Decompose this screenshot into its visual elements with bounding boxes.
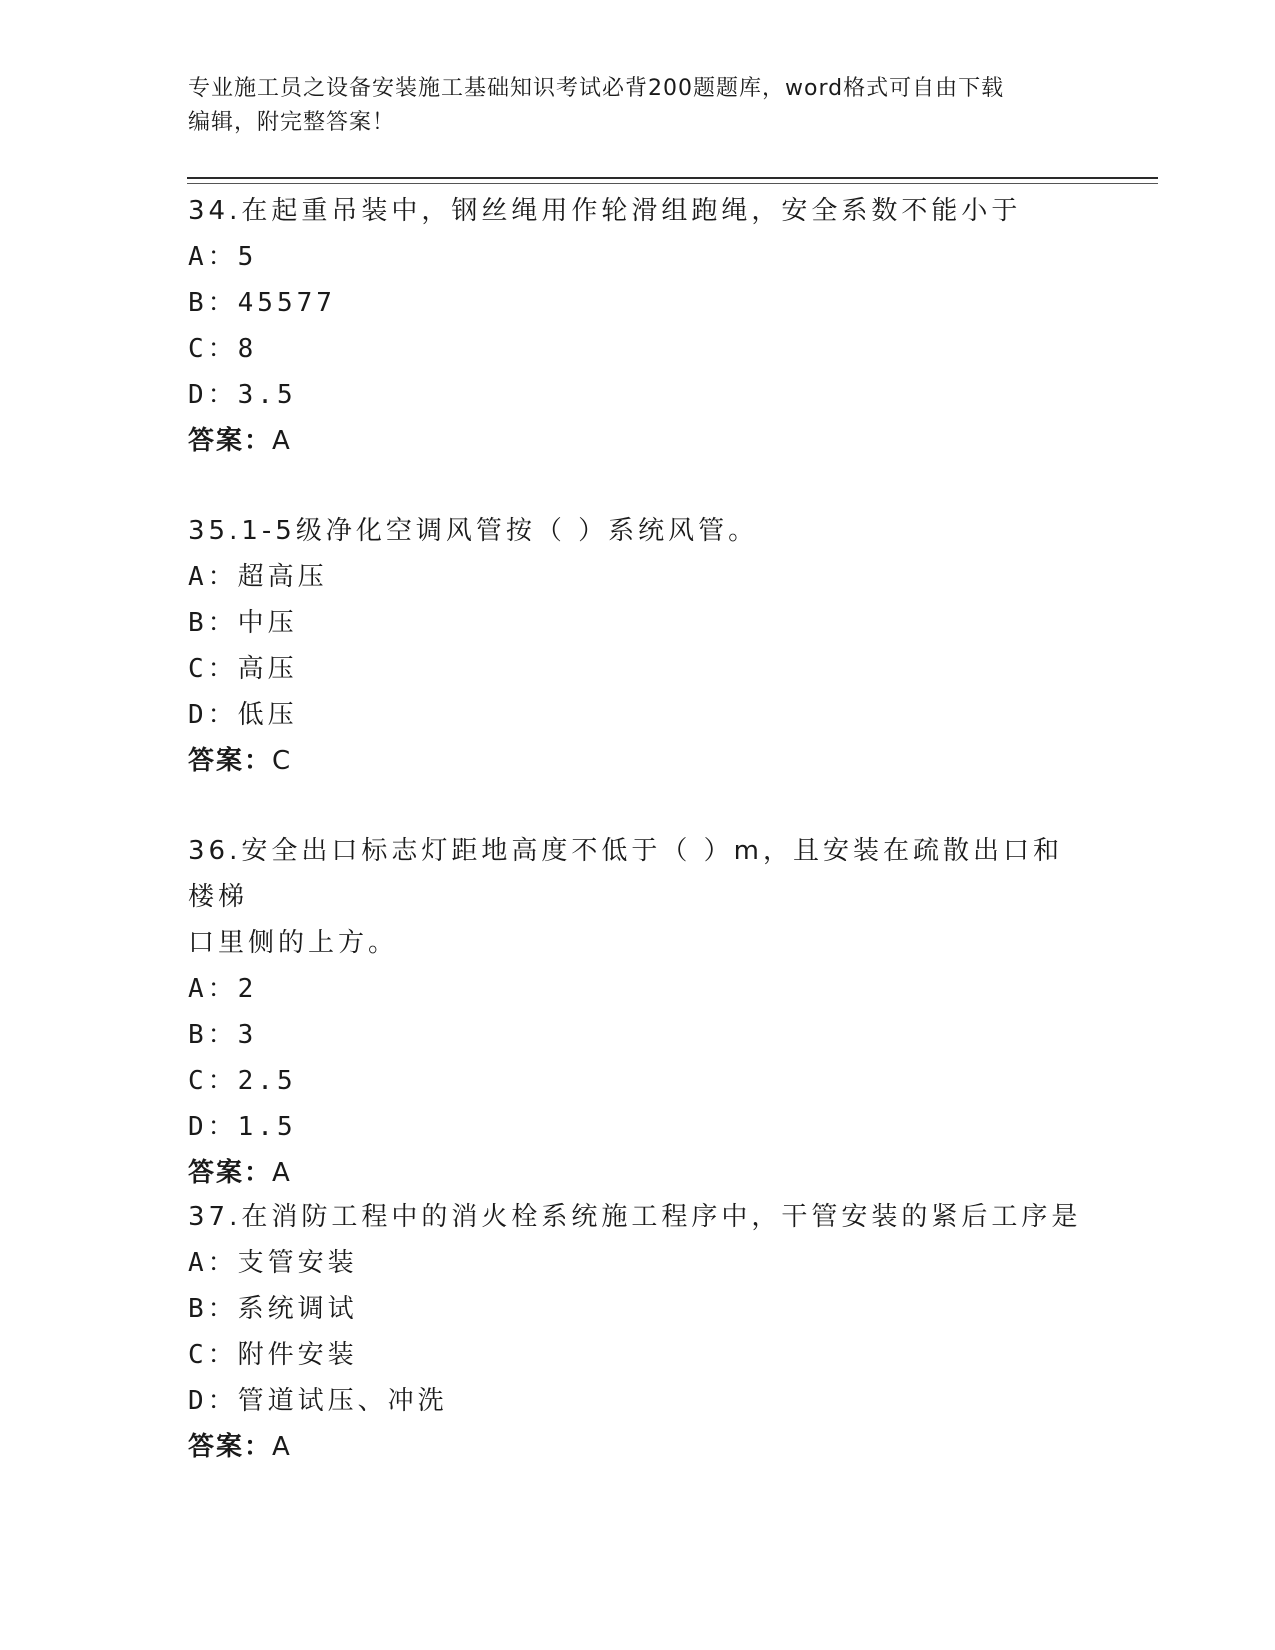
answer-label: 答案： bbox=[188, 1158, 273, 1188]
option-label: C： bbox=[188, 1340, 238, 1370]
header-line-2: 编辑，附完整答案！ bbox=[188, 110, 396, 135]
option-text: 8 bbox=[237, 334, 258, 364]
option-text: 高压 bbox=[237, 654, 298, 684]
question-stem: 37.在消防工程中的消火栓系统施工程序中，干管安装的紧后工序是 bbox=[188, 1202, 1082, 1232]
answer-value: A bbox=[272, 426, 292, 456]
question-36 bbox=[188, 828, 1088, 1196]
option-b bbox=[188, 600, 1088, 646]
option-a bbox=[188, 554, 1088, 600]
question-stem: 35.1-5级净化空调风管按（ ）系统风管。 bbox=[188, 516, 759, 546]
option-text: 3.5 bbox=[237, 380, 297, 410]
option-text: 2 bbox=[237, 974, 258, 1004]
answer bbox=[188, 1424, 1088, 1470]
option-text: 45577 bbox=[237, 288, 336, 318]
header-divider-bottom bbox=[187, 183, 1158, 184]
question-stem-line-2: 口里侧的上方。 bbox=[188, 928, 399, 958]
option-c bbox=[188, 1332, 1088, 1378]
option-label: A： bbox=[188, 242, 238, 272]
answer bbox=[188, 1150, 1088, 1196]
option-text: 3 bbox=[237, 1020, 258, 1050]
option-text: 附件安装 bbox=[237, 1340, 358, 1370]
option-text: 中压 bbox=[237, 608, 298, 638]
option-d bbox=[188, 1104, 1088, 1150]
option-text: 支管安装 bbox=[237, 1248, 358, 1278]
question-35 bbox=[188, 508, 1088, 784]
option-label: B： bbox=[188, 1020, 238, 1050]
option-b bbox=[188, 1012, 1088, 1058]
option-label: D： bbox=[188, 1386, 238, 1416]
option-text: 管道试压、冲洗 bbox=[237, 1386, 448, 1416]
question-37 bbox=[188, 1194, 1088, 1470]
answer bbox=[188, 418, 1088, 464]
option-c bbox=[188, 326, 1088, 372]
option-label: D： bbox=[188, 1112, 238, 1142]
option-text: 系统调试 bbox=[237, 1294, 358, 1324]
document-header bbox=[188, 72, 1088, 140]
option-c bbox=[188, 1058, 1088, 1104]
option-b bbox=[188, 1286, 1088, 1332]
header-divider-top bbox=[187, 177, 1158, 179]
option-text: 超高压 bbox=[237, 562, 328, 592]
answer-label: 答案： bbox=[188, 1432, 273, 1462]
option-c bbox=[188, 646, 1088, 692]
option-b bbox=[188, 280, 1088, 326]
option-text: 5 bbox=[237, 242, 258, 272]
answer-value: A bbox=[272, 1432, 292, 1462]
option-a bbox=[188, 966, 1088, 1012]
option-label: A： bbox=[188, 1248, 238, 1278]
option-d bbox=[188, 1378, 1088, 1424]
option-text: 1.5 bbox=[237, 1112, 297, 1142]
question-stem: 34.在起重吊装中，钢丝绳用作轮滑组跑绳，安全系数不能小于 bbox=[188, 196, 1022, 226]
option-d bbox=[188, 692, 1088, 738]
option-label: C： bbox=[188, 654, 238, 684]
question-stem-line-1: 36.安全出口标志灯距地高度不低于（ ）m，且安装在疏散出口和楼梯 bbox=[188, 836, 1063, 912]
option-text: 2.5 bbox=[237, 1066, 297, 1096]
option-label: D： bbox=[188, 700, 238, 730]
option-a bbox=[188, 1240, 1088, 1286]
header-line-1: 专业施工员之设备安装施工基础知识考试必背200题题库，word格式可自由下载 bbox=[188, 76, 1005, 101]
answer bbox=[188, 738, 1088, 784]
answer-label: 答案： bbox=[188, 746, 273, 776]
option-text: 低压 bbox=[237, 700, 298, 730]
question-34 bbox=[188, 188, 1088, 464]
option-a bbox=[188, 234, 1088, 280]
option-label: C： bbox=[188, 1066, 238, 1096]
answer-value: A bbox=[272, 1158, 292, 1188]
option-label: A： bbox=[188, 974, 238, 1004]
option-label: A： bbox=[188, 562, 238, 592]
option-label: C： bbox=[188, 334, 238, 364]
answer-value: C bbox=[272, 746, 293, 776]
option-label: B： bbox=[188, 288, 238, 318]
option-label: D： bbox=[188, 380, 238, 410]
option-d bbox=[188, 372, 1088, 418]
option-label: B： bbox=[188, 608, 238, 638]
answer-label: 答案： bbox=[188, 426, 273, 456]
option-label: B： bbox=[188, 1294, 238, 1324]
